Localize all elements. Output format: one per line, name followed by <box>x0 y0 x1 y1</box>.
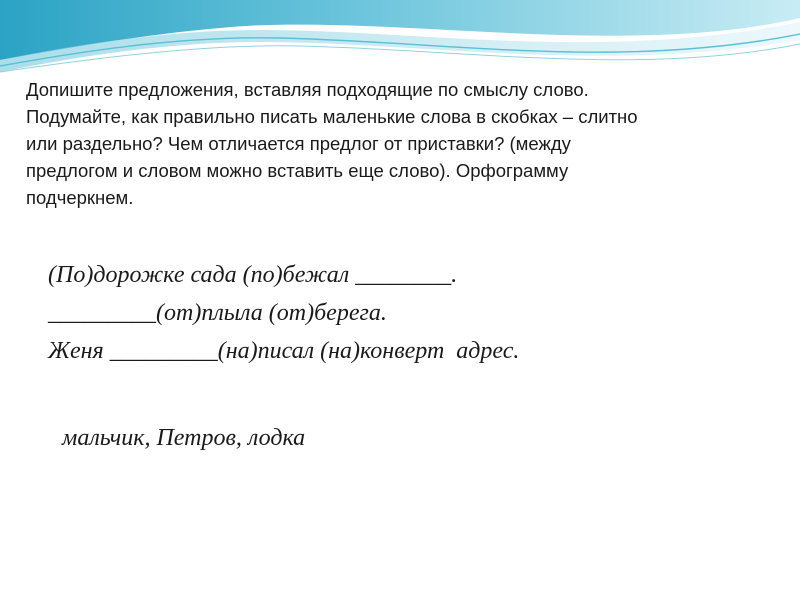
word-bank: мальчик, Петров, лодка <box>62 425 306 451</box>
instruction-line: или раздельно? Чем отличается предлог от приставки? (между <box>26 133 571 154</box>
exercise-sentence: Женя _________(на)писал (на)конверт адрес. <box>48 338 520 364</box>
instruction-line: Подумайте, как правильно писать маленькие слова в скобках – слитно <box>26 106 638 127</box>
wave-header-decoration <box>0 0 800 80</box>
exercise-sentence: (По)дорожке сада (по)бежал ________. <box>48 262 458 288</box>
instruction-line: подчеркнем. <box>26 187 134 208</box>
instruction-line: предлогом и словом можно вставить еще слово). Орфограмму <box>26 160 569 181</box>
instruction-line: Допишите предложения, вставляя подходящие по смыслу слово. <box>26 79 589 100</box>
instructions-text <box>26 76 766 211</box>
exercise-sentences <box>48 256 519 370</box>
exercise-sentence: _________(от)плыла (от)берега. <box>48 300 387 326</box>
